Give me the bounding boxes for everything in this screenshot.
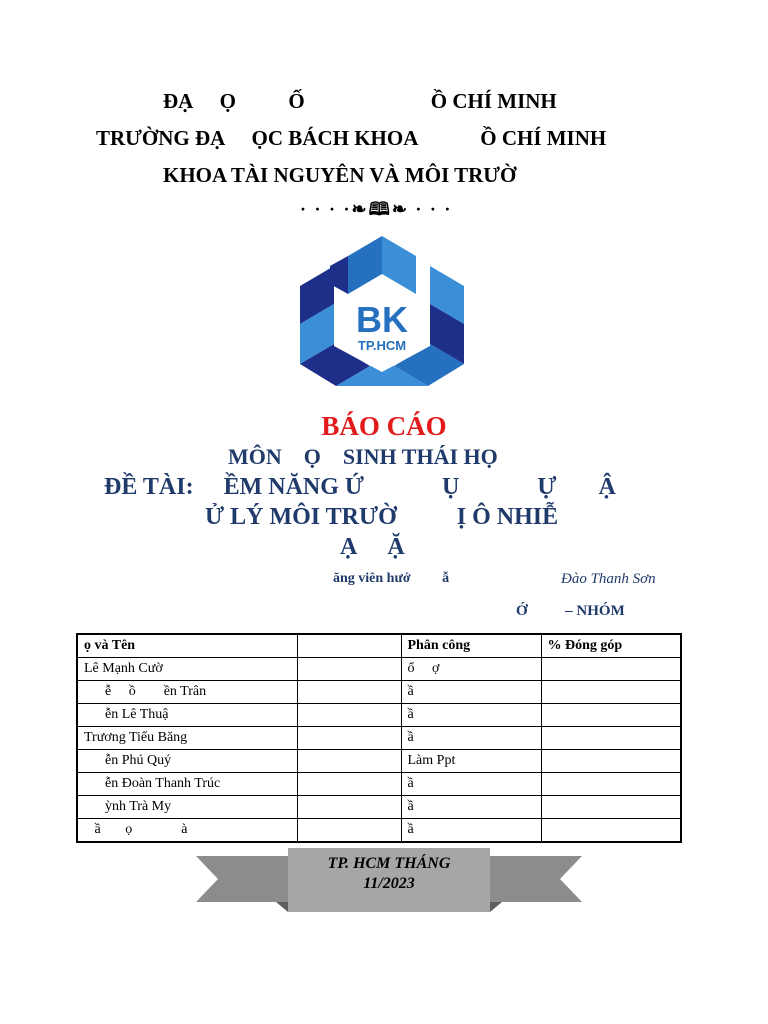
course-line: MÔN Ọ SINH THÁI HỌ <box>228 444 498 469</box>
topic-line-2: Ử LÝ MÔI TRƯỜ Ị Ô NHIỄ <box>205 504 559 530</box>
instructor-name: Đào Thanh Sơn <box>561 571 656 587</box>
member-task: ầ <box>401 819 541 843</box>
table-row <box>77 819 681 843</box>
member-contribution <box>541 681 681 704</box>
table-row <box>77 750 681 773</box>
header-contribution: % Đóng góp <box>541 634 681 658</box>
school-name: TRƯỜNG ĐẠ ỌC BÁCH KHOA Ồ CHÍ MINH <box>96 126 607 150</box>
table-row <box>77 658 681 681</box>
member-name: ễ ồ ền Trân <box>77 681 297 704</box>
member-name: Trương Tiểu Băng <box>77 727 297 750</box>
member-task: ầ <box>401 704 541 727</box>
logo-text-main: BK <box>356 299 408 340</box>
member-contribution <box>541 704 681 727</box>
instructor-label: ăng viên hướ ẫ <box>333 571 450 586</box>
member-name: ễn Phú Quý <box>77 750 297 773</box>
topic-line-3: Ạ Ặ <box>340 534 405 560</box>
member-extra <box>297 658 401 681</box>
table-header-row <box>77 634 681 658</box>
member-extra <box>297 819 401 843</box>
member-contribution <box>541 796 681 819</box>
member-name: Lê Mạnh Cườ <box>77 658 297 681</box>
member-task: Làm Ppt <box>401 750 541 773</box>
ribbon-left-fold <box>276 902 288 912</box>
table-row <box>77 773 681 796</box>
date-line-1: TP. HCM THÁNG <box>327 855 451 872</box>
date-line-2: 11/2023 <box>363 875 415 892</box>
header-task: Phân công <box>401 634 541 658</box>
member-extra <box>297 704 401 727</box>
member-task: ầ <box>401 681 541 704</box>
table-row <box>77 704 681 727</box>
table-row <box>77 727 681 750</box>
member-contribution <box>541 727 681 750</box>
header-empty <box>297 634 401 658</box>
report-label: BÁO CÁO <box>321 411 447 441</box>
university-name: ĐẠ Ọ Ố Ồ CHÍ MINH <box>163 89 557 113</box>
ribbon-right-fold <box>490 902 502 912</box>
topic-line-1: ĐỀ TÀI: ỀM NĂNG Ứ Ụ Ự Ậ <box>104 474 616 500</box>
member-name: ễn Đoàn Thanh Trúc <box>77 773 297 796</box>
member-task: ầ <box>401 796 541 819</box>
member-task: ầ <box>401 773 541 796</box>
table-row <box>77 681 681 704</box>
member-extra <box>297 773 401 796</box>
date-text <box>196 854 582 894</box>
member-extra <box>297 750 401 773</box>
member-contribution <box>541 773 681 796</box>
member-contribution <box>541 819 681 843</box>
member-name: ỳnh Trà My <box>77 796 297 819</box>
member-task: ầ <box>401 727 541 750</box>
member-table <box>76 633 682 843</box>
member-contribution <box>541 750 681 773</box>
member-task: ổ ợ <box>401 658 541 681</box>
member-name: ễn Lê Thuậ <box>77 704 297 727</box>
faculty-name: KHOA TÀI NGUYÊN VÀ MÔI TRƯỜ <box>163 163 517 187</box>
header-name: ọ và Tên <box>77 634 297 658</box>
member-extra <box>297 796 401 819</box>
class-group: Ớ – NHÓM <box>516 603 625 619</box>
bk-logo <box>300 236 464 386</box>
member-name: ầ ọ à <box>77 819 297 843</box>
logo-text-sub: TP.HCM <box>357 338 407 353</box>
member-contribution <box>541 658 681 681</box>
member-extra <box>297 727 401 750</box>
member-extra <box>297 681 401 704</box>
table-row <box>77 796 681 819</box>
ornament-divider: · · · ·❧🕮❧ · · · <box>300 199 453 219</box>
